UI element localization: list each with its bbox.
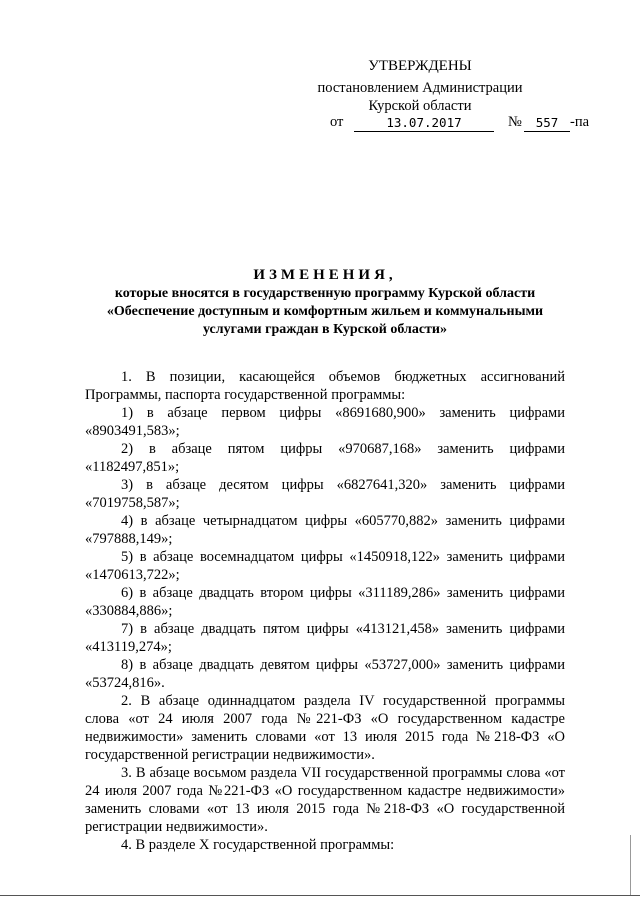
scan-edge-line [0,895,640,896]
document-body [85,368,565,854]
number-label: № [508,114,522,130]
document-title: ИЗМЕНЕНИЯ, [253,267,397,283]
list-item-7: 7) в абзаце двадцать пятом цифры «413121,458» заменить цифрами «413119,274»; [85,621,565,655]
approval-line-region: Курской области [368,98,472,114]
scan-side-line [630,835,631,895]
list-item-5: 5) в абзаце восемнадцатом цифры «1450918,122» заменить цифрами «1470613,722»; [85,549,565,583]
list-item-8: 8) в абзаце двадцать девятом цифры «53727,000» заменить цифрами «53724,816». [85,657,565,691]
paragraph-3: 3. В абзаце восьмом раздела VII государственной программы слова «от 24 июля 2007 года №221-ФЗ «О государственном кадастре недвижимости» заменить словами «от 13 июля 2015 года №218-ФЗ «О государственной регистрации недвижимости». [85,765,565,835]
document-subtitle: которые вносятся в государственную программу Курской области «Обеспечение доступным и комфортным жильем и коммунальными услугами граждан в Курской области» [106,286,544,337]
document-heading [80,265,570,339]
list-item-6: 6) в абзаце двадцать втором цифры «311189,286» заменить цифрами «330884,886»; [85,585,565,619]
list-item-1: 1) в абзаце первом цифры «8691680,900» заменить цифрами «8903491,583»; [85,405,565,439]
approval-title: УТВЕРЖДЕНЫ [368,58,472,74]
approval-line-resolution: постановлением Администрации [317,80,523,96]
list-item-3: 3) в абзаце десятом цифры «6827641,320» заменить цифрами «7019758,587»; [85,477,565,511]
list-item-4: 4) в абзаце четырнадцатом цифры «605770,882» заменить цифрами «797888,149»; [85,513,565,547]
date-label: от [330,114,344,130]
paragraph-4: 4. В разделе X государственной программы: [121,837,395,853]
paragraph-1: 1. В позиции, касающейся объемов бюджетных ассигнований Программы, паспорта государственной программы: [85,369,565,403]
approval-number: 557 [524,114,570,132]
number-suffix: -па [570,114,590,130]
paragraph-2: 2. В абзаце одиннадцатом раздела IV государственной программы слова «от 24 июля 2007 года №221-ФЗ «О государственном кадастре недвижимости» заменить словами «от 13 июля 2015 года №218-ФЗ «О государственной регистрации недвижимости». [85,693,565,763]
approval-date: 13.07.2017 [354,114,494,132]
list-item-2: 2) в абзаце пятом цифры «970687,168» заменить цифрами «1182497,851»; [85,441,565,475]
